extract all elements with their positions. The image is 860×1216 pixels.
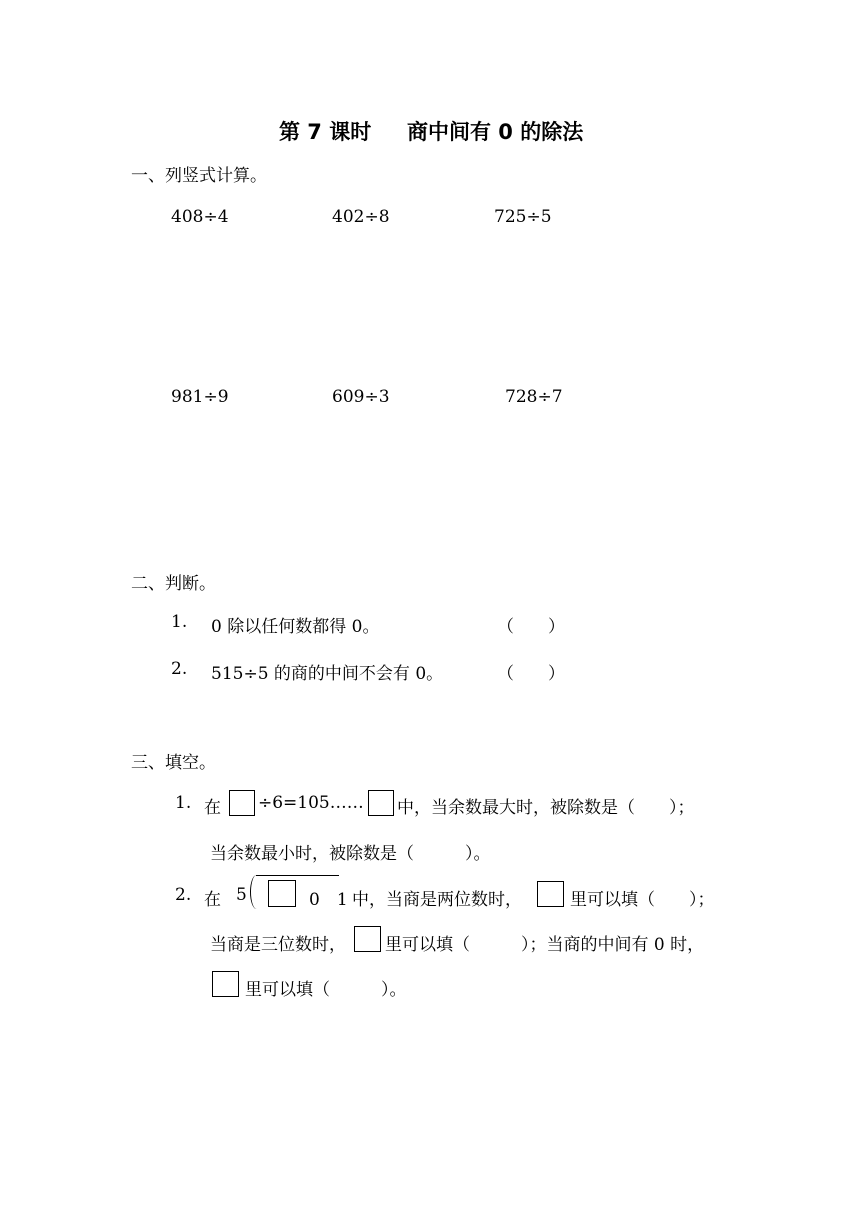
judge-item-2-number: 2.: [171, 659, 188, 679]
fill-q1-number: 1.: [175, 793, 192, 813]
problem-6: 728÷7: [505, 387, 563, 407]
long-division-bar: [256, 875, 339, 876]
problem-5: 609÷3: [332, 387, 390, 407]
fill-q2-answer-1: 里可以填（ ）；: [570, 890, 715, 910]
fill-q2-line3: 里可以填（ ）。: [245, 980, 407, 1000]
section2-heading: 二、判断。: [131, 574, 216, 594]
fill-q1-equation: ÷6=105……: [258, 793, 364, 813]
remainder-blank-box[interactable]: [368, 790, 394, 816]
section1-heading: 一、列竖式计算。: [131, 166, 267, 186]
fill-q2-pre: 在: [204, 890, 221, 910]
long-division-digits: 0 1: [309, 890, 348, 910]
judge-item-2-answer-paren[interactable]: （ ）: [497, 664, 565, 684]
long-division-divisor: 5: [236, 885, 247, 905]
judge-item-1-number: 1.: [171, 612, 188, 632]
fill-q2-condition: 中，当商是两位数时，: [352, 890, 522, 910]
section3-heading: 三、填空。: [131, 753, 216, 773]
judge-item-1-text: 0 除以任何数都得 0。: [211, 617, 380, 637]
problem-3: 725÷5: [494, 207, 552, 227]
page-title: 商中间有 0 的除法: [407, 120, 584, 144]
fill-q1-question: 中，当余数最大时，被除数是（ ）；: [397, 798, 695, 818]
digit-blank-box-ref-3[interactable]: [212, 971, 239, 997]
problem-1: 408÷4: [171, 207, 229, 227]
problem-2: 402÷8: [332, 207, 390, 227]
judge-item-2-text: 515÷5 的商的中间不会有 0。: [211, 664, 444, 684]
fill-q1-line2: 当余数最小时，被除数是（ ）。: [210, 844, 491, 864]
fill-q1-pre: 在: [204, 798, 221, 818]
problem-4: 981÷9: [171, 387, 229, 407]
digit-blank-box[interactable]: [268, 880, 296, 907]
digit-blank-box-ref-1[interactable]: [537, 881, 564, 907]
lesson-number: 第 7 课时: [279, 120, 372, 144]
judge-item-1-answer-paren[interactable]: （ ）: [497, 617, 565, 637]
dividend-blank-box[interactable]: [229, 790, 255, 816]
long-division-bracket: [250, 875, 261, 909]
fill-q2-line2-rest: 里可以填（ ）；当商的中间有 0 时，: [385, 935, 705, 955]
digit-blank-box-ref-2[interactable]: [354, 926, 381, 952]
fill-q2-line2-start: 当商是三位数时，: [210, 935, 346, 955]
fill-q2-number: 2.: [175, 885, 192, 905]
